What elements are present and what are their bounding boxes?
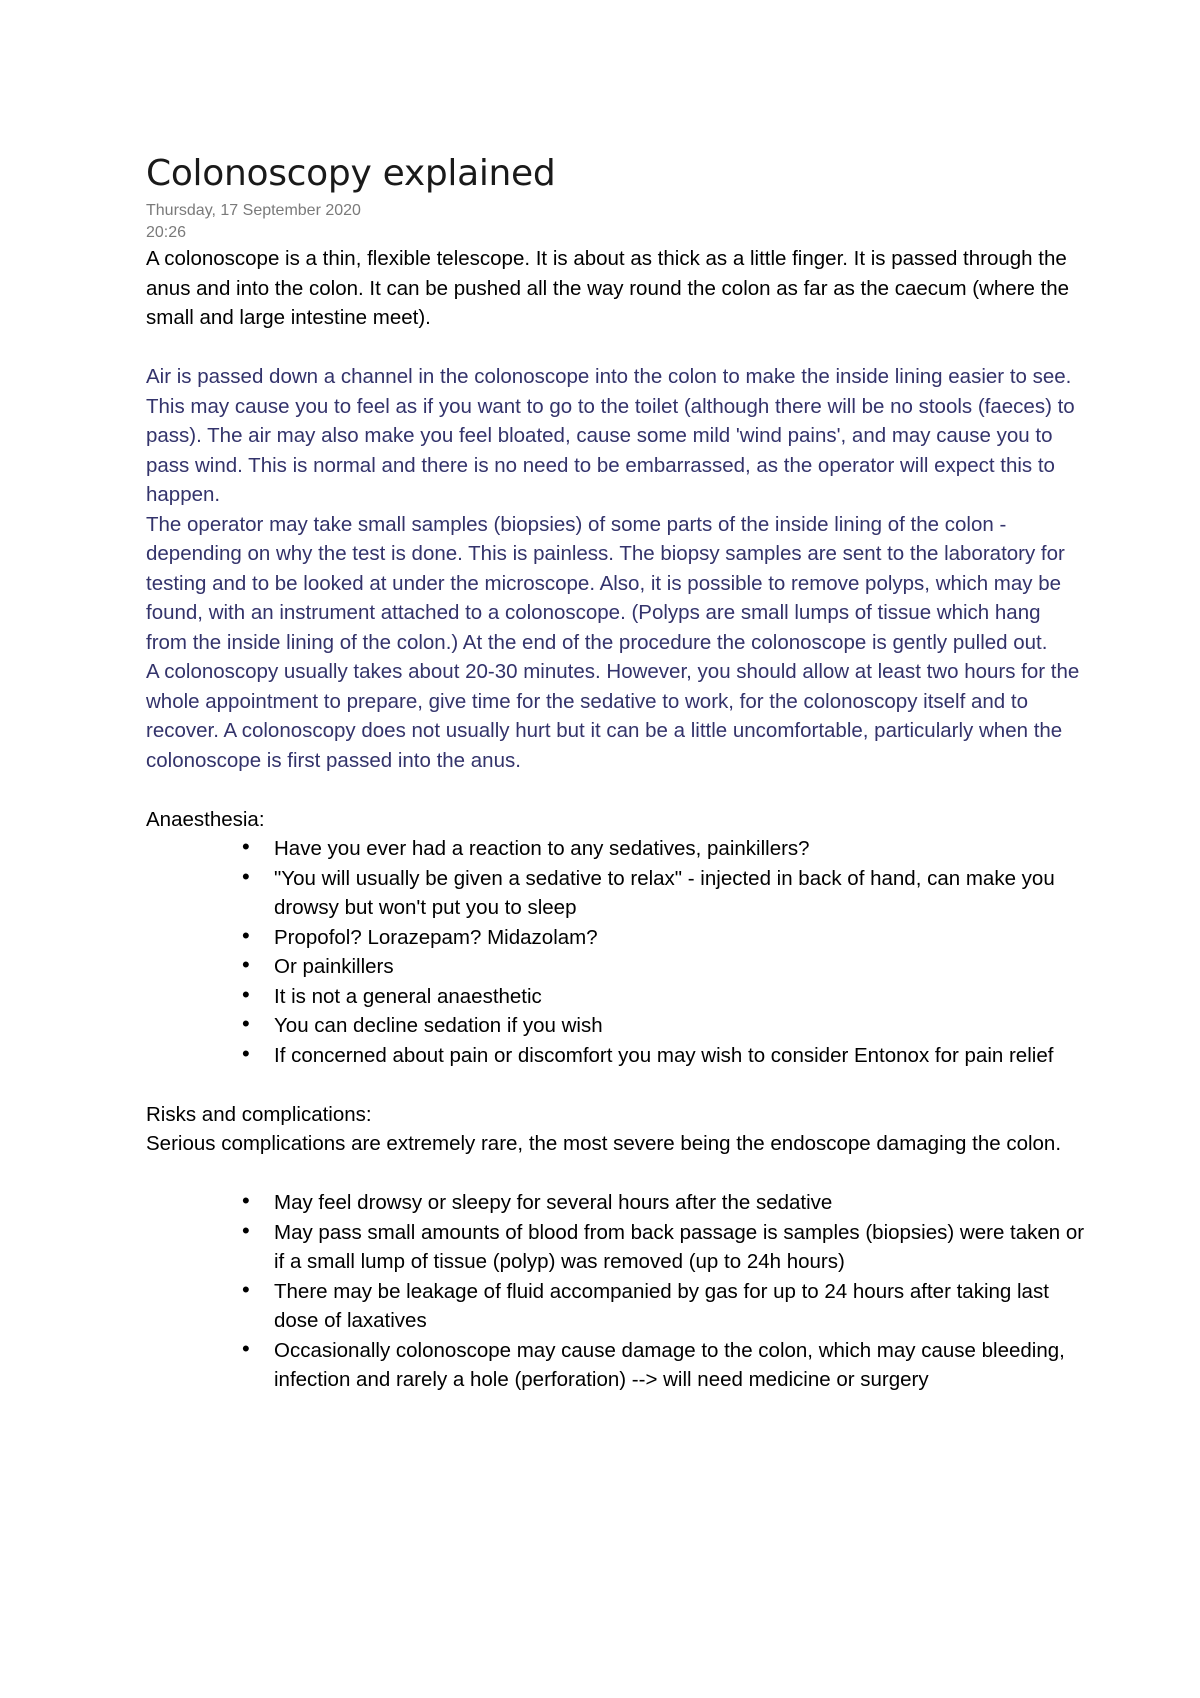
quoted-paragraph-air: Air is passed down a channel in the colonoscope into the colon to make the inside lining easier to see. This may cause you to feel as if you want to go to the toilet (although there will be no stools (faeces) to pass). The air may also make you feel bloated, cause some mild 'wind pains', and may cause you to pass wind. This is normal and there is no need to be embarrassed, as the operator will expect this to happen. bbox=[146, 365, 1075, 506]
anaesthesia-heading: Anaesthesia: bbox=[146, 807, 265, 831]
note-time: 20:26 bbox=[146, 224, 187, 241]
spacer bbox=[146, 1070, 1086, 1100]
spacer bbox=[146, 333, 1086, 363]
anaesthesia-list bbox=[146, 834, 1086, 1070]
spacer bbox=[146, 775, 1086, 805]
intro-paragraph: A colonoscope is a thin, flexible telescope. It is about as thick as a little finger. It is passed through the anus and into the colon. It can be pushed all the way round the colon as far as the caecum (where the small and large intestine meet). bbox=[146, 247, 1070, 329]
list-item: • Have you ever had a reaction to any sedatives, painkillers? bbox=[242, 834, 1086, 864]
list-item: • May feel drowsy or sleepy for several hours after the sedative bbox=[242, 1188, 1086, 1218]
list-item: • You can decline sedation if you wish bbox=[242, 1011, 1086, 1041]
list-item: • "You will usually be given a sedative to relax" - injected in back of hand, can make you drowsy but won't put you to sleep bbox=[242, 864, 1086, 923]
list-item: • May pass small amounts of blood from back passage is samples (biopsies) were taken or if a small lump of tissue (polyp) was removed (up to 24h hours) bbox=[242, 1218, 1086, 1277]
quoted-paragraph-biopsy: The operator may take small samples (biopsies) of some parts of the inside lining of the colon - depending on why the test is done. This is painless. The biopsy samples are sent to the laboratory for testing and to be looked at under the microscope. Also, it is possible to remove polyps, which may be found, with an instrument attached to a colonoscope. (Polyps are small lumps of tissue which hang from the inside lining of the colon.) At the end of the procedure the colonoscope is gently pulled out. bbox=[146, 512, 1065, 654]
spacer bbox=[146, 1159, 1086, 1189]
risks-heading: Risks and complications: bbox=[146, 1102, 372, 1126]
list-item: • If concerned about pain or discomfort you may wish to consider Entonox for pain relief bbox=[242, 1041, 1086, 1071]
list-item: • Propofol? Lorazepam? Midazolam? bbox=[242, 923, 1086, 953]
note-page bbox=[146, 140, 1086, 1395]
risks-summary: Serious complications are extremely rare, the most severe being the endoscope damaging the colon. bbox=[146, 1132, 1062, 1155]
list-item: • It is not a general anaesthetic bbox=[242, 982, 1086, 1012]
list-item: • There may be leakage of fluid accompanied by gas for up to 24 hours after taking last dose of laxatives bbox=[242, 1277, 1086, 1336]
quoted-paragraph-duration: A colonoscopy usually takes about 20-30 minutes. However, you should allow at least two hours for the whole appointment to prepare, give time for the sedative to work, for the colonoscopy itself and to recover. A colonoscopy does not usually hurt but it can be a little uncomfortable, particularly when the colonoscope is first passed into the anus. bbox=[146, 660, 1080, 772]
page-title: Colonoscopy explained bbox=[146, 153, 556, 194]
list-item: • Or painkillers bbox=[242, 952, 1086, 982]
risks-list bbox=[146, 1188, 1086, 1395]
list-item: • Occasionally colonoscope may cause damage to the colon, which may cause bleeding, infection and rarely a hole (perforation) --> will need medicine or surgery bbox=[242, 1336, 1086, 1395]
note-date: Thursday, 17 September 2020 bbox=[146, 202, 361, 219]
